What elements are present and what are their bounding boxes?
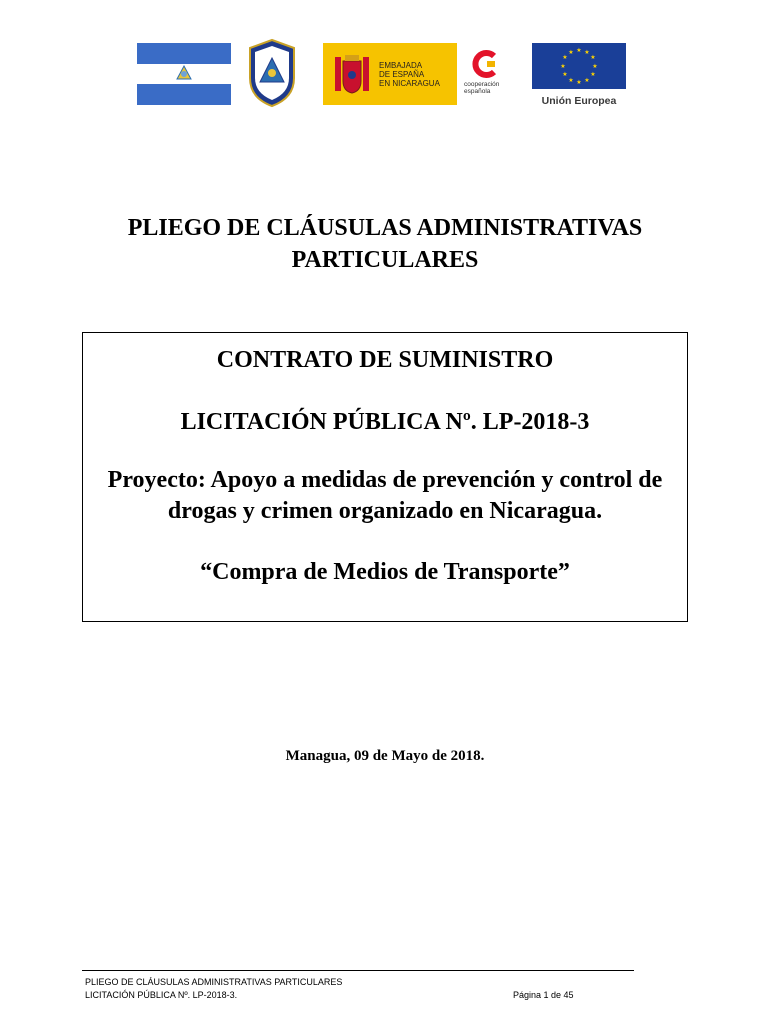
cooperacion-c-icon bbox=[470, 49, 500, 79]
eu-text: Unión Europea bbox=[541, 95, 617, 107]
footer-divider bbox=[82, 970, 634, 971]
svg-text:★: ★ bbox=[590, 71, 596, 78]
eu-flag-icon bbox=[532, 43, 626, 89]
project-line-1: Proyecto: Apoyo a medidas de prevención y control de bbox=[107, 467, 663, 493]
cooperacion-text: cooperación española bbox=[464, 81, 500, 95]
nicaragua-flag-logo bbox=[137, 43, 231, 105]
contract-info-box bbox=[82, 332, 688, 622]
project-line-2: drogas y crimen organizado en Nicaragua. bbox=[167, 498, 603, 524]
union-europea-logo bbox=[532, 43, 626, 110]
svg-text:★: ★ bbox=[592, 63, 598, 70]
embajada-espana-logo bbox=[323, 43, 457, 105]
licitacion-number: LICITACIÓN PÚBLICA Nº. LP-2018-3 bbox=[180, 409, 590, 435]
svg-text:★: ★ bbox=[576, 79, 582, 86]
document-title bbox=[80, 212, 690, 276]
footer-licitacion: LICITACIÓN PÚBLICA Nº. LP-2018-3. bbox=[85, 990, 238, 1000]
project-description bbox=[83, 465, 687, 527]
page-footer bbox=[85, 976, 605, 1002]
document-date: Managua, 09 de Mayo de 2018. bbox=[285, 748, 485, 764]
svg-text:★: ★ bbox=[584, 49, 590, 56]
cooperacion-espanola-logo bbox=[458, 43, 514, 105]
svg-text:★: ★ bbox=[590, 54, 596, 61]
policia-nacional-seal-logo bbox=[247, 38, 297, 108]
flag-bottom-band bbox=[137, 84, 231, 105]
nicaragua-emblem-icon bbox=[175, 64, 193, 82]
purchase-title: “Compra de Medios de Transporte” bbox=[200, 559, 570, 585]
spain-coat-of-arms-icon bbox=[333, 51, 371, 97]
svg-text:★: ★ bbox=[562, 54, 568, 61]
svg-text:★: ★ bbox=[568, 49, 574, 56]
page-number: Página 1 de 45 bbox=[513, 990, 574, 1000]
svg-text:★: ★ bbox=[562, 71, 568, 78]
svg-text:★: ★ bbox=[568, 77, 574, 84]
svg-text:★: ★ bbox=[560, 63, 566, 70]
flag-top-band bbox=[137, 43, 231, 64]
title-line-2: PARTICULARES bbox=[291, 247, 479, 273]
svg-text:★: ★ bbox=[576, 47, 582, 54]
contract-type: CONTRATO DE SUMINISTRO bbox=[216, 347, 554, 373]
svg-text:★: ★ bbox=[584, 77, 590, 84]
title-line-1: PLIEGO DE CLÁUSULAS ADMINISTRATIVAS bbox=[127, 215, 643, 241]
embajada-text: EMBAJADA DE ESPAÑA EN NICARAGUA bbox=[379, 61, 440, 88]
footer-title: PLIEGO DE CLÁUSULAS ADMINISTRATIVAS PARTICULARES bbox=[85, 977, 343, 987]
